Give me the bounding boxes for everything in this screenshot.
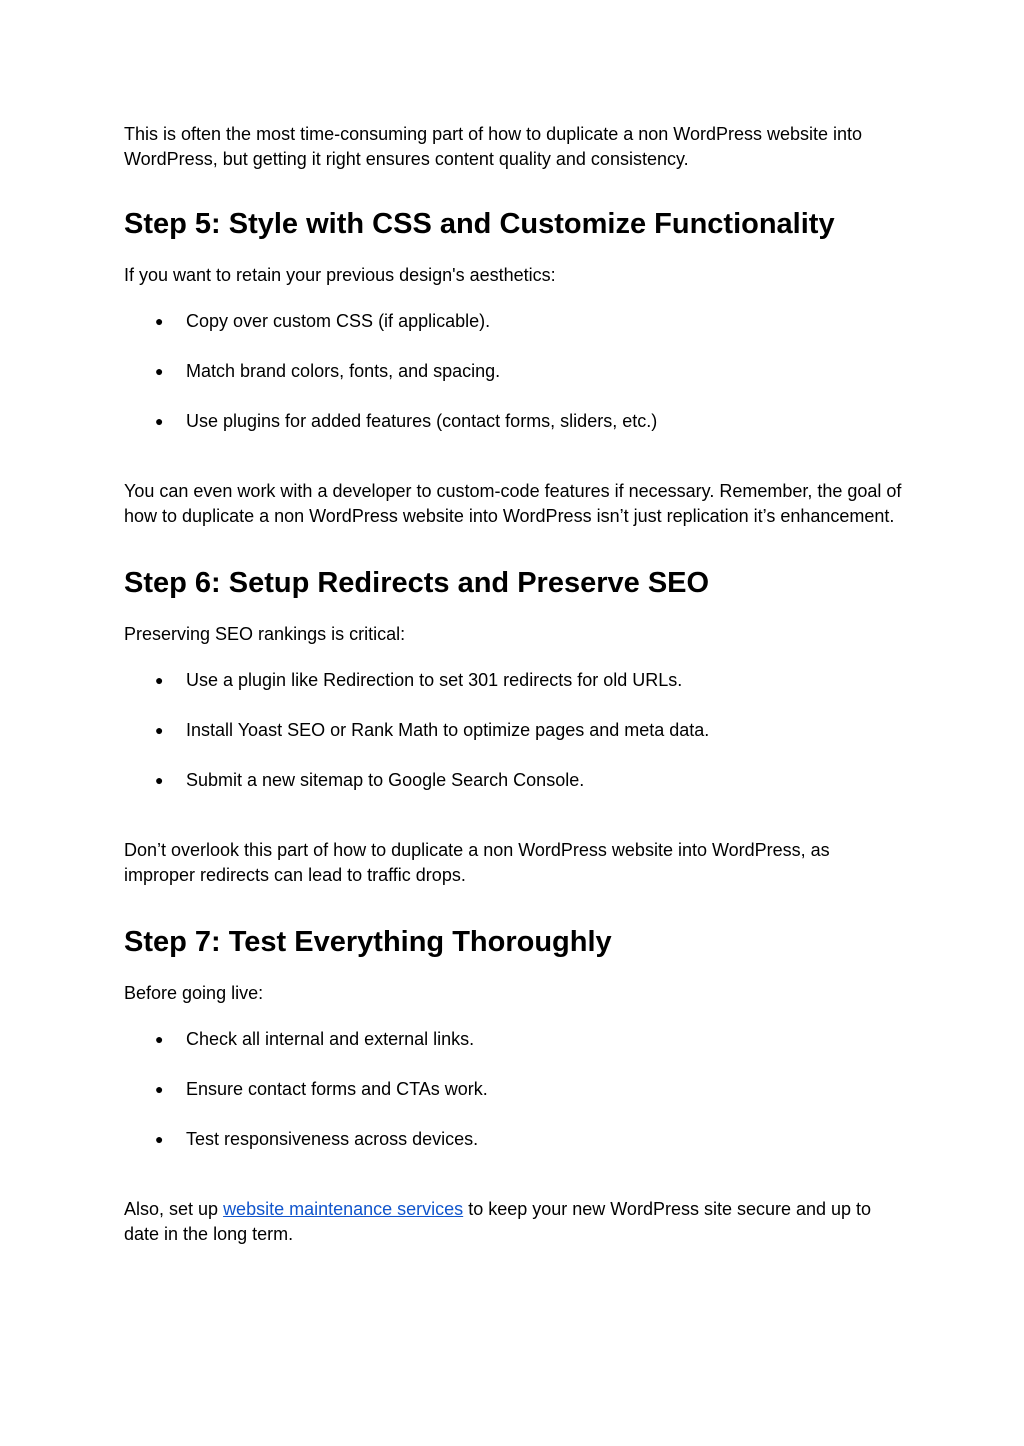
bullet-icon: ● (155, 413, 164, 429)
step5-lead: If you want to retain your previous design's aesthetics: (124, 265, 556, 285)
bullet-icon: ● (155, 1031, 164, 1047)
list-item (124, 718, 904, 743)
bullet-icon: ● (155, 1131, 164, 1147)
list-item-text: Ensure contact forms and CTAs work. (186, 1079, 488, 1099)
list-item-text: Copy over custom CSS (if applicable). (186, 311, 491, 331)
list-item (124, 1077, 904, 1102)
step6-closing: Don’t overlook this part of how to duplicate a non WordPress website into WordPress, as improper redirects can lead to traffic drops. (124, 840, 830, 885)
step5-closing: You can even work with a developer to custom-code features if necessary. Remember, the goal of how to duplicate a non WordPress website into WordPress isn’t just replication it’s enhancement. (124, 481, 902, 526)
step7-list (124, 1027, 904, 1152)
list-item-text: Check all internal and external links. (186, 1029, 475, 1049)
bullet-icon: ● (155, 722, 164, 738)
step6-lead: Preserving SEO rankings is critical: (124, 624, 406, 644)
step7-closing (124, 1197, 904, 1247)
closing-prefix: Also, set up (124, 1199, 224, 1219)
list-item (124, 1127, 904, 1152)
closing-suffix: to keep your new WordPress site secure and up to date in the long term. (124, 1199, 872, 1244)
list-item (124, 409, 904, 434)
list-item-text: Submit a new sitemap to Google Search Console. (186, 770, 585, 790)
list-item (124, 668, 904, 693)
bullet-icon: ● (155, 363, 164, 379)
list-item-text: Use plugins for added features (contact forms, sliders, etc.) (186, 411, 658, 431)
step5-heading: Step 5: Style with CSS and Customize Functionality (124, 208, 835, 240)
list-item-text: Match brand colors, fonts, and spacing. (186, 361, 501, 381)
step7-heading: Step 7: Test Everything Thoroughly (124, 926, 612, 958)
list-item (124, 1027, 904, 1052)
bullet-icon: ● (155, 672, 164, 688)
step6-heading: Step 6: Setup Redirects and Preserve SEO (124, 567, 710, 599)
website-maintenance-services-link[interactable]: website maintenance services (223, 1199, 464, 1219)
list-item (124, 309, 904, 334)
list-item (124, 768, 904, 793)
list-item-text: Install Yoast SEO or Rank Math to optimize pages and meta data. (186, 720, 710, 740)
list-item-text: Use a plugin like Redirection to set 301 redirects for old URLs. (186, 670, 683, 690)
bullet-icon: ● (155, 313, 164, 329)
bullet-icon: ● (155, 1081, 164, 1097)
list-item (124, 359, 904, 384)
intro-paragraph: This is often the most time-consuming part of how to duplicate a non WordPress website into WordPress, but getting it right ensures content quality and consistency. (124, 124, 863, 169)
document-page (124, 122, 904, 1247)
step7-lead: Before going live: (124, 983, 264, 1003)
bullet-icon: ● (155, 772, 164, 788)
step6-list (124, 668, 904, 793)
list-item-text: Test responsiveness across devices. (186, 1129, 479, 1149)
step5-list (124, 309, 904, 434)
